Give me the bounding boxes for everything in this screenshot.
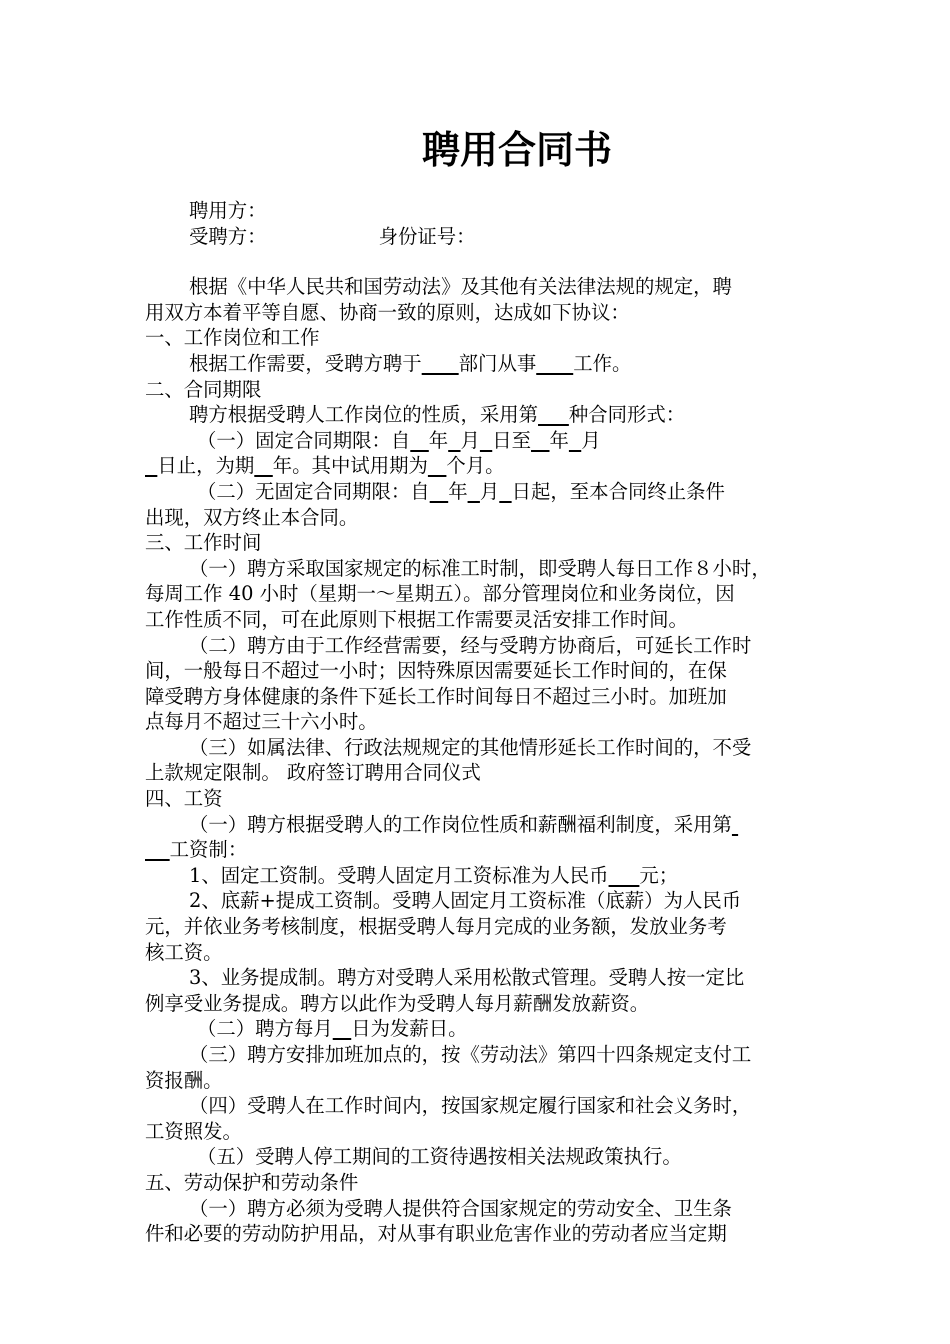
- text-run: （四）受聘人在工作时间内，按国家规定履行国家和社会义务时，: [189, 1094, 752, 1118]
- text-line-sec1: [145, 325, 817, 351]
- blank-field: [609, 864, 640, 887]
- text-run: 年: [428, 428, 449, 452]
- text-run: 核工资。: [145, 940, 223, 964]
- text-line-sec3-p1b: [145, 581, 817, 607]
- blank-field: [468, 480, 480, 503]
- text-run: 月: [460, 428, 480, 452]
- text-run: 一、工作岗位和工作: [145, 326, 320, 350]
- text-run: （一）聘方采取国家规定的标准工时制，即受聘人每日工作８小时，: [189, 556, 771, 580]
- blank-field: [145, 454, 157, 477]
- blank-field: [448, 429, 460, 452]
- text-run: 日为发薪日。: [351, 1017, 468, 1041]
- text-line-sec3-p2b: [145, 658, 817, 684]
- text-run: 间，一般每日不超过一小时；因特殊原因需要延长工作时间的，在保: [145, 659, 727, 683]
- text-line-sec2-p3b: [145, 505, 817, 531]
- text-run: 2、底薪+提成工资制。受聘人固定月工资标准（底薪）为人民币: [189, 889, 742, 913]
- text-run: 例享受业务提成。聘方以此作为受聘人每月薪酬发放薪资。: [145, 991, 650, 1015]
- text-run: 1、固定工资制。受聘人固定月工资标准为人民币: [189, 863, 609, 887]
- text-line-sec4-p3a: [145, 888, 817, 914]
- text-line-sec3-p3a: [145, 735, 817, 761]
- text-line-intro-2: [145, 300, 817, 326]
- text-line-sec4-p6a: [145, 1042, 817, 1068]
- text-run: （三）如属法律、行政法规规定的其他情形延长工作时间的，不受: [189, 735, 752, 759]
- blank-field: [430, 480, 449, 503]
- blank-field: [732, 813, 738, 836]
- text-run: （一）聘方必须为受聘人提供符合国家规定的劳动安全、卫生条: [189, 1196, 732, 1220]
- text-run: 工资制：: [169, 838, 248, 862]
- employer-line: [145, 198, 817, 224]
- blank-field: [538, 403, 569, 426]
- text-line-sec3-p2c: [145, 684, 817, 710]
- text-line-intro-1: [145, 274, 817, 300]
- text-line-sec5-p1a: [145, 1196, 817, 1222]
- text-line-sec2-p2b: [145, 453, 817, 479]
- text-run: 月: [479, 479, 500, 503]
- text-line-sec4-p1b: [145, 837, 817, 863]
- text-run: 聘方根据受聘人工作岗位的性质，采用第: [189, 403, 539, 427]
- text-run: 工资照发。: [145, 1119, 242, 1143]
- text-line-sec4-p5: [145, 1016, 817, 1042]
- text-line-sec4-p3b: [145, 914, 817, 940]
- text-line-sec4-p7a: [145, 1093, 817, 1119]
- text-line-sec4-p4b: [145, 991, 817, 1017]
- text-run: （三）聘方安排加班加点的，按《劳动法》第四十四条规定支付工: [189, 1043, 752, 1066]
- text-run: 日至: [492, 428, 532, 452]
- text-run: 工作性质不同，可在此原则下根据工作需要灵活安排工作时间。: [145, 607, 688, 631]
- text-run: 3、业务提成制。聘方对受聘人采用松散式管理。受聘人按一定比: [189, 966, 745, 990]
- text-run: 部门从事: [458, 351, 537, 375]
- text-run: 二、合同期限: [145, 377, 262, 401]
- text-run: 月: [581, 428, 601, 452]
- text-run: 点每月不超过三十六小时。: [145, 710, 378, 734]
- text-run: 根据《中华人民共和国劳动法》及其他有关法律法规的规定，聘: [189, 275, 732, 299]
- text-line-sec4: [145, 786, 817, 812]
- text-run: （二）无固定合同期限：自: [197, 479, 430, 503]
- text-run: 用双方本着平等自愿、协商一致的原则，达成如下协议：: [145, 300, 630, 324]
- text-line-sec4-p1a: [145, 812, 817, 838]
- text-line-sec3-p2a: [145, 633, 817, 659]
- blank-field: [428, 454, 447, 477]
- text-run: （二）聘方由于工作经营需要，经与受聘方协商后，可延长工作时: [189, 633, 752, 657]
- text-run: 五、劳动保护和劳动条件: [145, 1170, 359, 1194]
- text-run: 元；: [639, 863, 679, 887]
- text-line-sec2: [145, 377, 817, 403]
- text-line-sec4-p4a: [145, 965, 817, 991]
- text-line-sec4-p7b: [145, 1119, 817, 1145]
- text-line-sec2-p3a: [145, 479, 817, 505]
- text-run: 根据工作需要，受聘方聘于: [189, 351, 422, 375]
- text-line-sec3-p3b: [145, 760, 817, 786]
- text-line-sec4-p3c: [145, 940, 817, 966]
- blank-field: [536, 352, 573, 375]
- text-run: 元，并依业务考核制度，根据受聘人每月完成的业务额，发放业务考: [145, 915, 727, 939]
- blank-field: [499, 480, 511, 503]
- text-run: （一）聘方根据受聘人的工作岗位性质和薪酬福利制度，采用第: [189, 812, 732, 836]
- blank-field: [531, 429, 550, 452]
- employer-label: 聘用方：: [189, 199, 267, 222]
- text-run: 日起，至本合同终止条件: [511, 479, 725, 503]
- text-run: 年: [448, 479, 468, 503]
- contract-text: [145, 274, 817, 1247]
- text-run: 出现，双方终止本合同。: [145, 505, 359, 529]
- text-line-sec5: [145, 1170, 817, 1196]
- text-line-sec2-p2a: [145, 428, 817, 454]
- text-line-sec4-p8: [145, 1144, 817, 1170]
- text-run: 资报酬。: [145, 1068, 223, 1092]
- blank-field: [410, 429, 429, 452]
- blank-field: [480, 429, 492, 452]
- text-run: 件和必要的劳动防护用品，对从事有职业危害作业的劳动者应当定期: [145, 1222, 727, 1246]
- text-line-sec3-p1c: [145, 607, 817, 633]
- blank-field: [422, 352, 459, 375]
- document-body: [145, 198, 817, 1247]
- text-line-sec3: [145, 530, 817, 556]
- text-line-sec3-p1a: [145, 556, 817, 582]
- text-run: 种合同形式：: [568, 403, 686, 427]
- text-line-sec2-p1: [145, 402, 817, 428]
- text-run: 三、工作时间: [145, 531, 262, 555]
- text-run: （一）固定合同期限：自: [197, 428, 411, 452]
- text-run: 四、工资: [145, 787, 223, 811]
- document-title: 聘用合同书: [421, 128, 612, 172]
- text-run: 上款规定限制。 政府签订聘用合同仪式: [145, 761, 481, 785]
- employee-label: 受聘方：: [189, 224, 267, 248]
- text-run: 障受聘方身体健康的条件下延长工作时间每日不超过三小时。加班加: [145, 684, 727, 708]
- text-run: 工作。: [573, 351, 632, 375]
- text-run: 个月。: [446, 454, 505, 478]
- text-run: （五）受聘人停工期间的工资待遇按相关法规政策执行。: [197, 1145, 682, 1169]
- text-line-sec4-p6b: [145, 1068, 817, 1094]
- text-line-sec3-p2d: [145, 709, 817, 735]
- text-run: 日止，为期: [157, 454, 255, 478]
- blank-field: [254, 454, 273, 477]
- text-run: 每周工作 40 小时（星期一～星期五）。部分管理岗位和业务岗位，因: [145, 582, 735, 606]
- text-run: （二）聘方每月: [197, 1017, 333, 1041]
- text-run: 年: [549, 428, 569, 452]
- text-line-sec5-p1b: [145, 1221, 817, 1247]
- text-line-sec4-p2: [145, 863, 817, 889]
- text-line-sec1-p1: [145, 351, 817, 377]
- blank-field: [569, 429, 581, 452]
- blank-field: [333, 1017, 352, 1040]
- employee-line: [145, 224, 817, 250]
- blank-field: [145, 838, 170, 861]
- id-number-label: 身份证号：: [378, 224, 476, 248]
- text-run: 年。其中试用期为: [272, 454, 428, 478]
- spacer: [145, 249, 817, 274]
